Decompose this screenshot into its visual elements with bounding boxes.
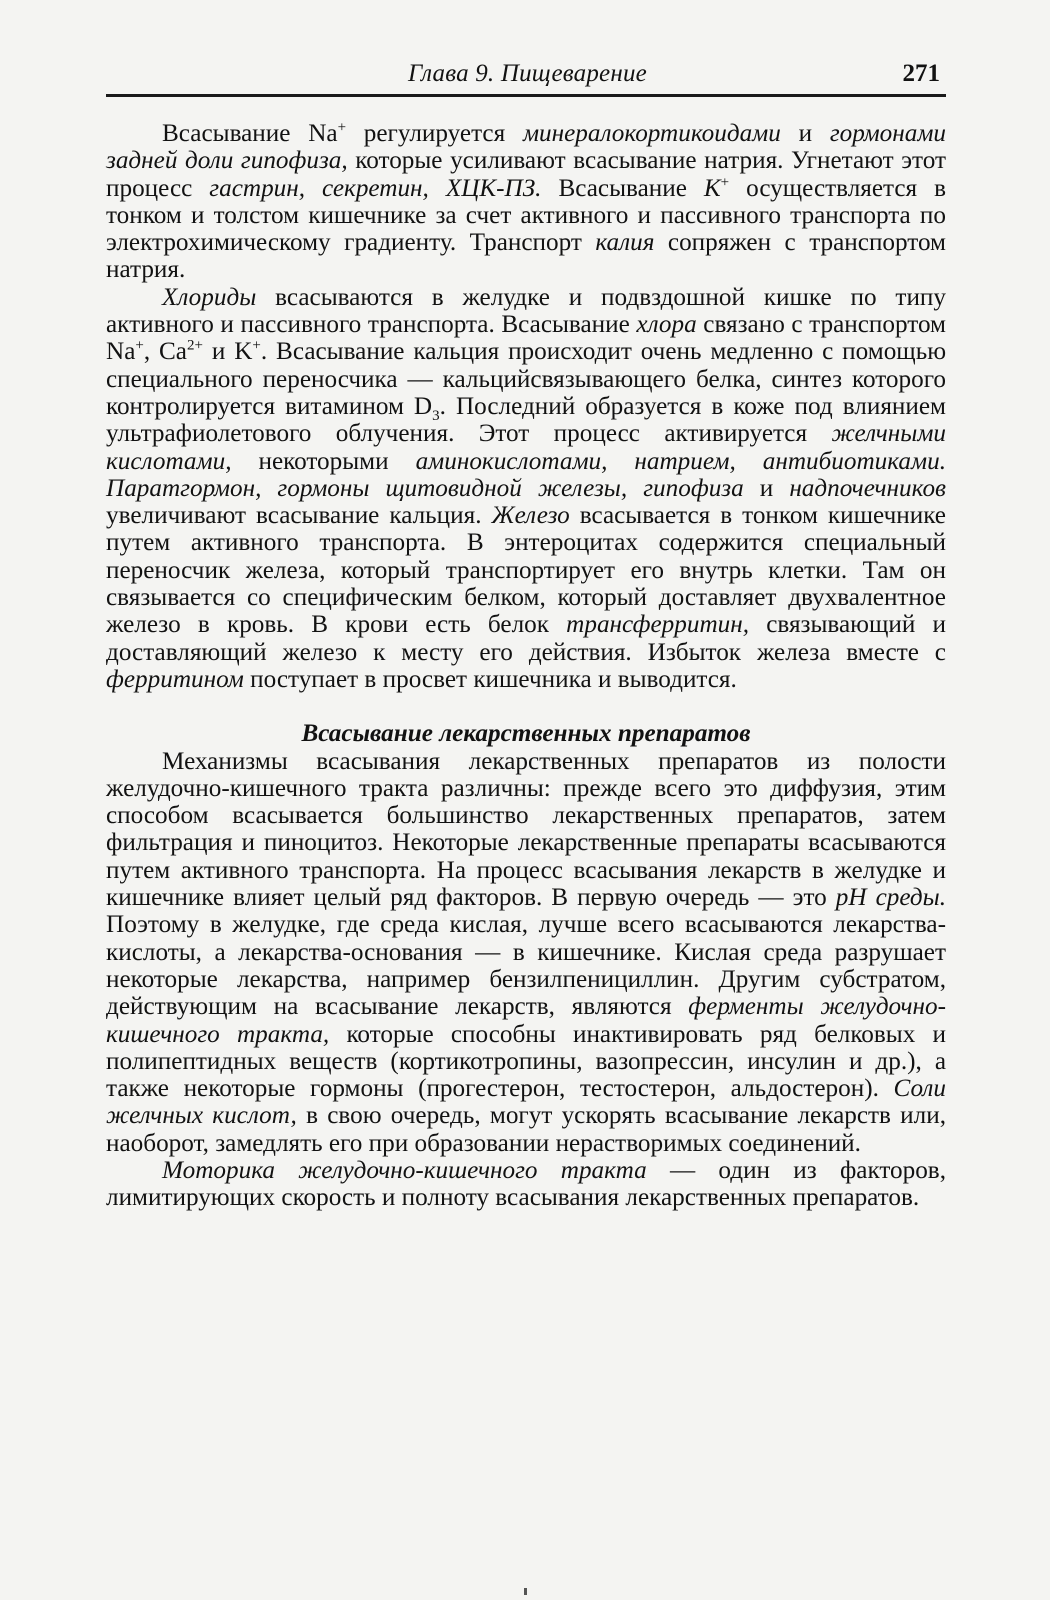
paragraph-sodium-potassium: Всасывание Na+ регулируется минералокортикоидами и гормонами задней доли гипофиза, которые усиливают всасывание натрия. Угнетают этот процесс гастрин, секретин, ХЦК-ПЗ. Всасывание K+ осуществляется в тонком и толстом кишечнике за счет активного и пассивного транспорта по электрохимическому градиенту. Транспорт калия сопряжен с транспортом натрия. (106, 119, 947, 284)
running-head (106, 58, 946, 97)
chapter-title: Глава 9. Пищеварение (408, 60, 647, 87)
body-text (106, 120, 946, 1212)
section-heading: Всасывание лекарственных препаратов (301, 720, 751, 748)
page-number: 271 (902, 60, 940, 87)
paragraph-chlorides-calcium-iron: Хлориды всасываются в желудке и подвздошной кишке по типу активного и пассивного транспорта. Всасывание хлора связано с транспортом Na+, $Ca^{2+}$ и K+. Всасывание кальция происходит очень медленно с помощью специального переносчика — кальцийсвязывающего белка, синтез которого контролируется витамином $D_3$. Последний образуется в коже под влиянием ультрафиолетового облучения. Этот процесс активируется желчными кислотами, некоторыми аминокислотами, натрием, антибиотиками. Паратгормон, гормоны щитовидной железы, гипофиза и надпочечников увеличивают всасывание кальция. Железо всасывается в тонком кишечнике путем активного транспорта. В энтероцитах содержится специальный переносчик железа, который транспортирует его внутрь клетки. Там он связывается со специфическим белком, который доставляет двухвалентное железо в кровь. В крови есть белок трансферритин, связывающий и доставляющий железо к месту его действия. Избыток железа вместе с ферритином поступает в просвет кишечника и выводится. (106, 283, 947, 693)
print-speck (524, 1588, 527, 1595)
paragraph-drug-absorption: Механизмы всасывания лекарственных препаратов из полости желудочно-кишечного тракта различны: прежде всего это диффузия, этим способом всасывается большинство лекарственных препаратов, затем фильтрация и пиноцитоз. Некоторые лекарственные препараты всасываются путем активного транспорта. На процесс всасывания лекарств в желудке и кишечнике влияет целый ряд факторов. В первую очередь — это pH среды. Поэтому в желудке, где среда кислая, лучше всего всасываются лекарства-кислоты, а лекарства-основания — в кишечнике. Кислая среда разрушает некоторые лекарства, например бензилпенициллин. Другим субстратом, действующим на всасывание лекарств, являются ферменты желудочно-кишечного тракта, которые способны инактивировать ряд белковых и полипептидных веществ (кортикотропины, вазопрессин, инсулин и др.), а также некоторые гормоны (прогестерон, тестостерон, альдостерон). Соли желчных кислот, в свою очередь, могут ускорять всасывание лекарств или, наоборот, замедлять его при образовании нерастворимых соединений. (106, 747, 947, 1157)
paragraph-gi-motility: Моторика желудочно-кишечного тракта — один из факторов, лимитирующих скорость и полноту всасывания лекарственных препаратов. (106, 1156, 947, 1212)
